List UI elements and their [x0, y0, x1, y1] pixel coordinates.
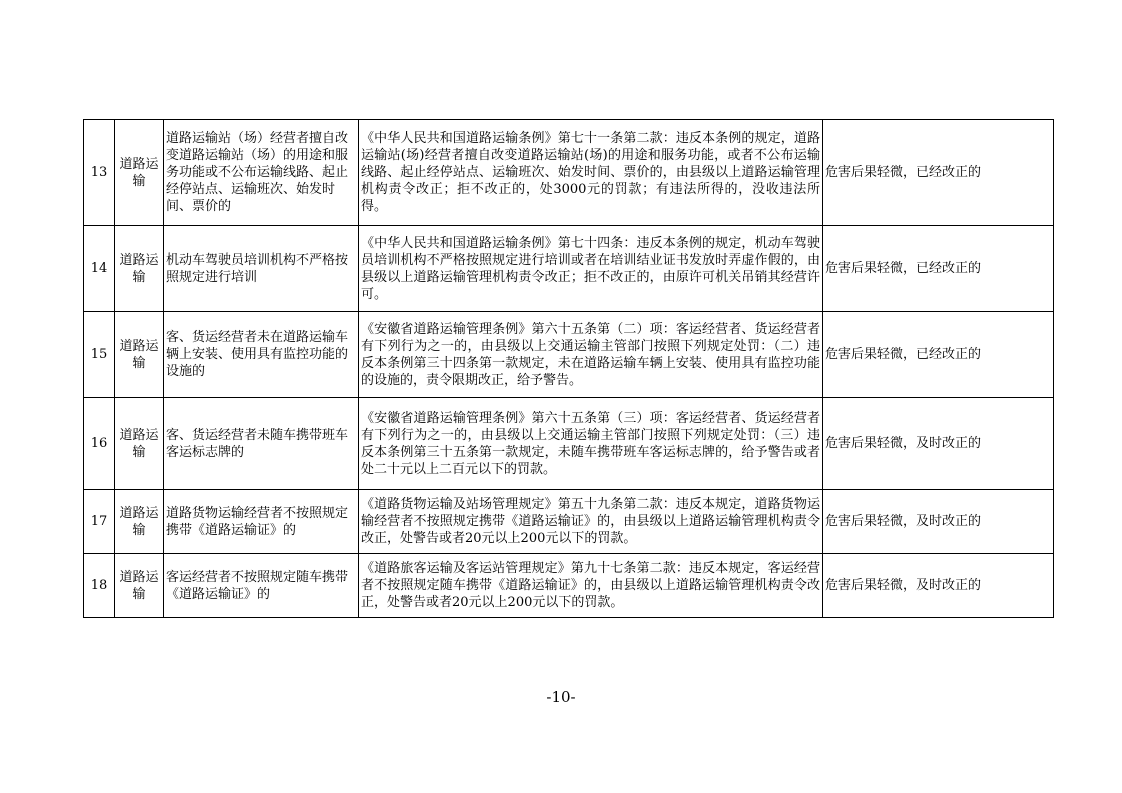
page-number: -10-	[546, 688, 576, 706]
category-cell: 道路运输	[115, 226, 164, 312]
violation-cell: 道路运输站（场）经营者擅自改变道路运输站（场）的用途和服务功能或不公布运输线路、起止经停站点、运输班次、始发时间、票价的	[164, 120, 359, 226]
violation-cell: 客运经营者不按照规定随车携带《道路运输证》的	[164, 554, 359, 618]
row-number: 13	[84, 120, 115, 226]
category-cell: 道路运输	[115, 312, 164, 398]
legal-basis-cell: 《中华人民共和国道路运输条例》第七十一条第二款：违反本条例的规定，道路运输站(场)经营者擅自改变道路运输站(场)的用途和服务功能，或者不公布运输线路、起止经停站点、运输班次、始发时间、票价的，由县级以上道路运输管理机构责令改正；拒不改正的，处3000元的罚款；有违法所得的，没收违法所得。	[359, 120, 823, 226]
violation-cell: 客、货运经营者未随车携带班车客运标志牌的	[164, 398, 359, 490]
exemption-table	[83, 119, 1054, 618]
legal-basis-cell: 《中华人民共和国道路运输条例》第七十四条：违反本条例的规定，机动车驾驶员培训机构不严格按照规定进行培训或者在培训结业证书发放时弄虚作假的，由县级以上道路运输管理机构责令改正；拒不改正的，由原许可机关吊销其经营许可。	[359, 226, 823, 312]
table-row	[84, 490, 1054, 554]
row-number: 16	[84, 398, 115, 490]
table-row	[84, 554, 1054, 618]
table-row	[84, 226, 1054, 312]
category-cell: 道路运输	[115, 120, 164, 226]
legal-basis-cell: 《道路旅客运输及客运站管理规定》第九十七条第二款：违反本规定，客运经营者不按照规定随车携带《道路运输证》的，由县级以上道路运输管理机构责令改正，处警告或者20元以上200元以下的罚款。	[359, 554, 823, 618]
violation-cell: 机动车驾驶员培训机构不严格按照规定进行培训	[164, 226, 359, 312]
legal-basis-cell: 《道路货物运输及站场管理规定》第五十九条第二款：违反本规定，道路货物运输经营者不按照规定携带《道路运输证》的，由县级以上道路运输管理机构责令改正，处警告或者20元以上200元以下的罚款。	[359, 490, 823, 554]
legal-basis-cell: 《安徽省道路运输管理条例》第六十五条第（三）项：客运经营者、货运经营者有下列行为之一的，由县级以上交通运输主管部门按照下列规定处罚：（三）违反本条例第三十五条第一款规定，未随车携带班车客运标志牌的，给予警告或者处二十元以上二百元以下的罚款。	[359, 398, 823, 490]
violation-cell: 客、货运经营者未在道路运输车辆上安装、使用具有监控功能的设施的	[164, 312, 359, 398]
row-number: 15	[84, 312, 115, 398]
condition-cell: 危害后果轻微，及时改正的	[823, 490, 1054, 554]
condition-cell: 危害后果轻微，及时改正的	[823, 554, 1054, 618]
table-row	[84, 120, 1054, 226]
row-number: 17	[84, 490, 115, 554]
condition-cell: 危害后果轻微，及时改正的	[823, 398, 1054, 490]
condition-cell: 危害后果轻微，已经改正的	[823, 120, 1054, 226]
category-cell: 道路运输	[115, 554, 164, 618]
category-cell: 道路运输	[115, 490, 164, 554]
condition-cell: 危害后果轻微，已经改正的	[823, 312, 1054, 398]
category-cell: 道路运输	[115, 398, 164, 490]
violation-cell: 道路货物运输经营者不按照规定携带《道路运输证》的	[164, 490, 359, 554]
row-number: 14	[84, 226, 115, 312]
legal-basis-cell: 《安徽省道路运输管理条例》第六十五条第（二）项：客运经营者、货运经营者有下列行为之一的，由县级以上交通运输主管部门按照下列规定处罚：（二）违反本条例第三十四条第一款规定，未在道路运输车辆上安装、使用具有监控功能的设施的，责令限期改正，给予警告。	[359, 312, 823, 398]
table-row	[84, 312, 1054, 398]
condition-cell: 危害后果轻微，已经改正的	[823, 226, 1054, 312]
row-number: 18	[84, 554, 115, 618]
table-row	[84, 398, 1054, 490]
